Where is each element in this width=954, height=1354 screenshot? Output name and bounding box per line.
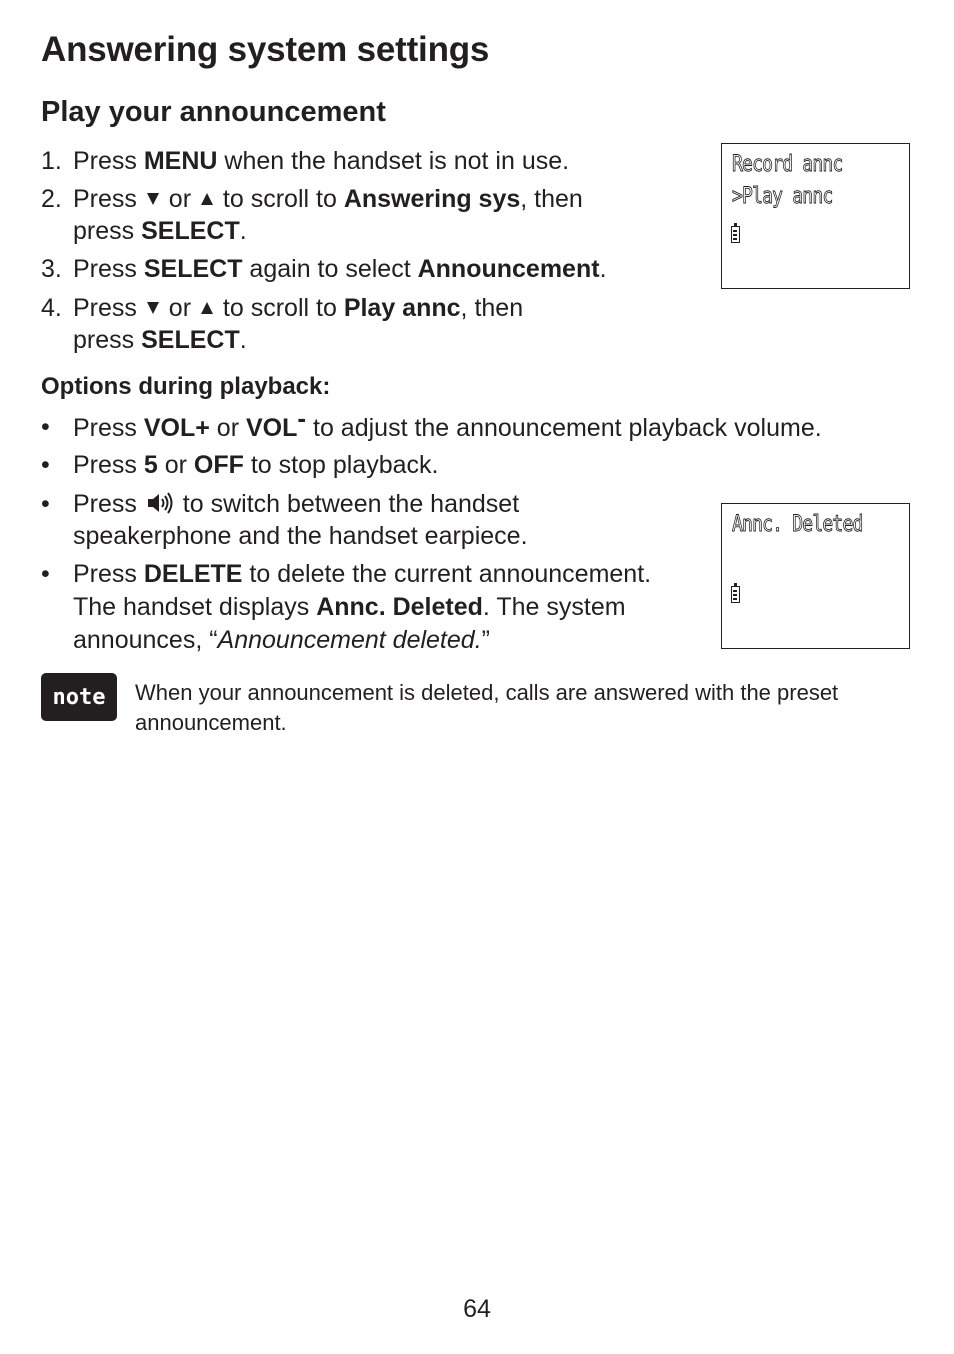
handset-screen-deleted <box>721 503 910 649</box>
step-number: 1. <box>41 147 62 175</box>
page-title: Answering system settings <box>41 30 490 69</box>
step-number: 3. <box>41 255 62 283</box>
step-text: Press SELECT again to select Announcement. <box>73 255 607 283</box>
up-arrow-icon <box>201 193 213 205</box>
bullet: • <box>41 413 50 441</box>
bullet: • <box>41 451 50 479</box>
options-title: Options during playback: <box>41 373 331 400</box>
option-text: Press to switch between the handset speakerphone and the handset earpiece. <box>73 490 528 550</box>
option-text: Press DELETE to delete the current announcement. The handset displays Annc. Deleted. The system announces, “Announcement deleted.” <box>73 560 652 654</box>
step-number: 4. <box>41 294 62 322</box>
screen-line: >Play annc <box>732 184 833 209</box>
screen-line: Annc. Deleted <box>732 512 863 537</box>
step-number: 2. <box>41 185 62 213</box>
battery-icon <box>731 226 740 243</box>
bullet: • <box>41 490 50 518</box>
handset-screen-menu <box>721 143 910 289</box>
option-text: Press 5 or OFF to stop playback. <box>73 451 439 479</box>
screen-line: Record annc <box>732 152 843 177</box>
down-arrow-icon <box>147 193 159 205</box>
step-text: Press MENU when the handset is not in use. <box>73 147 570 175</box>
page-number: 64 <box>463 1295 491 1323</box>
option-text: Press VOL+ or VOL- to adjust the announcement playback volume. <box>73 403 822 442</box>
speakerphone-icon <box>146 492 174 514</box>
bullet: • <box>41 560 50 588</box>
battery-icon <box>731 586 740 603</box>
section-title: Play your announcement <box>41 96 386 128</box>
note-text: When your announcement is deleted, calls are answered with the preset announcement. <box>135 680 839 735</box>
step-text: Press or to scroll to Answering sys, then press SELECT. <box>73 185 583 245</box>
up-arrow-icon <box>201 302 213 314</box>
note-badge: note <box>41 673 117 721</box>
step-text: Press or to scroll to Play annc, then press SELECT. <box>73 294 524 354</box>
down-arrow-icon <box>147 302 159 314</box>
